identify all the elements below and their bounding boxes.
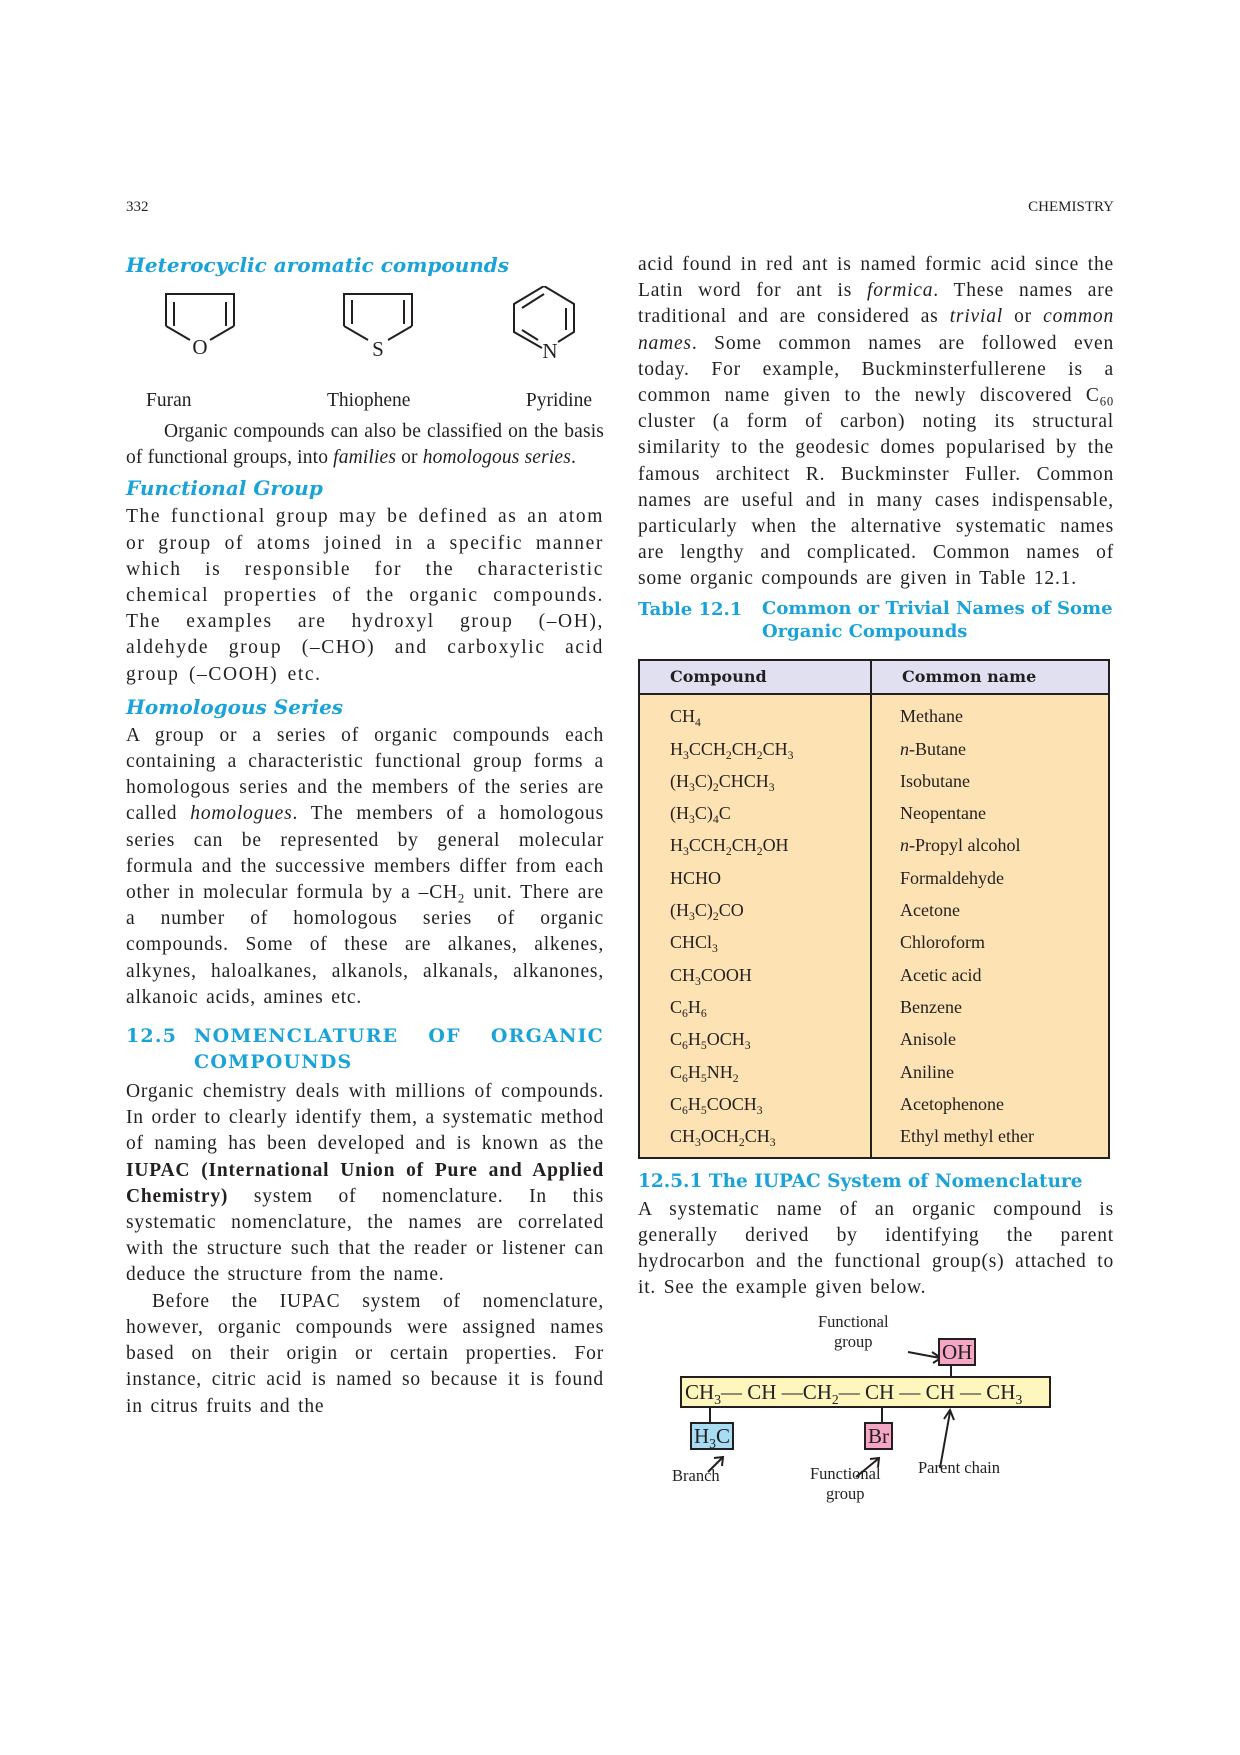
pyridine-heteroatom: N <box>542 339 558 363</box>
furan-heteroatom: O <box>192 335 208 359</box>
cell-compound: $C_6H_6$ <box>639 991 871 1023</box>
section-title-line1: NOMENCLATURE OF ORGANIC <box>194 1025 604 1048</box>
table-row <box>639 765 1109 797</box>
paragraph-classification: Organic compounds can also be classified on the basis of functional groups, into families or homologous series. <box>126 421 604 469</box>
table-row <box>639 1024 1109 1056</box>
table-row <box>639 991 1109 1023</box>
heading-heterocyclic: Heterocyclic aromatic compounds <box>126 253 510 277</box>
cell-compound: $C_6H_5OCH_3$ <box>639 1024 871 1056</box>
cell-common-name: Acetone <box>871 894 1109 926</box>
cell-common-name: Aniline <box>871 1056 1109 1088</box>
ring-structures <box>126 286 604 390</box>
cell-common-name: Acetic acid <box>871 959 1109 991</box>
table-row <box>639 694 1109 733</box>
cell-common-name: Methane <box>871 694 1109 733</box>
ring-name-thiophene: Thiophene <box>327 390 411 411</box>
cell-compound: $H_3CCH_2CH_2CH_3$ <box>639 733 871 765</box>
section-heading-12-5 <box>126 1023 604 1075</box>
functional-group-br: Br <box>864 1422 893 1450</box>
table-row <box>639 1121 1109 1158</box>
left-column <box>126 252 604 1420</box>
branch-h3c: $H_3C$ <box>690 1422 734 1450</box>
table-row <box>639 733 1109 765</box>
paragraph-common-names: acid found in red ant is named formic acid since the Latin word for ant is formica. These names are traditional and are considered as trivial or common names. Some common names are followed even today. For example, Buckminsterfullerene is a common name given to the newly discovered $C_{60}$ cluster (a form of carbon) noting its structural similarity to the geodesic domes popularised by the famous architect R. Buckminster Fuller. Common names are useful and in many cases indispensable, particularly when the alternative systematic names are lengthy and complicated. Common names of some organic compounds are given in Table 12.1. <box>638 254 1114 590</box>
ring-names <box>126 390 604 412</box>
paragraph-nomenclature: Organic chemistry deals with millions of compounds. In order to clearly identify them, a systematic method of naming has been developed and is known as the IUPAC (International Union of Pure and Applied Chemistry) system of nomenclature. In this systematic nomenclature, the names are correlated with the structure such that the reader or listener can deduce the structure from the name. <box>126 1081 604 1286</box>
cell-common-name: Isobutane <box>871 765 1109 797</box>
ring-name-pyridine: Pyridine <box>525 390 592 411</box>
table-header-row <box>639 660 1109 694</box>
cell-compound: $(H_3C)_2CO$ <box>639 894 871 926</box>
label-branch: Branch <box>672 1465 720 1485</box>
table-body <box>639 694 1109 1158</box>
ring-name-furan: Furan <box>146 390 192 411</box>
cell-compound: HCHO <box>639 862 871 894</box>
paragraph-before-iupac: Before the IUPAC system of nomenclature, however, organic compounds were assigned names based on their origin or certain properties. For instance, citric acid is named so because it is found in citrus fruits and the <box>126 1290 604 1417</box>
cell-common-name: Benzene <box>871 991 1109 1023</box>
cell-compound: $CH_3COOH$ <box>639 959 871 991</box>
functional-group-oh: OH <box>938 1338 976 1366</box>
column-header-compound: Compound <box>639 660 871 694</box>
thiophene-structure <box>322 286 442 390</box>
table-caption-line1: Common or Trivial Names of Some <box>762 597 1113 619</box>
furan-structure <box>144 286 264 390</box>
cell-common-name: Anisole <box>871 1024 1109 1056</box>
heading-functional-group: Functional Group <box>126 476 323 501</box>
cell-compound: CHCl$_3$ <box>639 927 871 959</box>
label-functional-group-bottom: Functional group <box>810 1463 881 1503</box>
cell-compound: $CH_3OCH_2CH_3$ <box>639 1121 871 1158</box>
cell-common-name: Neopentane <box>871 798 1109 830</box>
table-caption-label: Table 12.1 <box>638 598 743 620</box>
cell-common-name: Formaldehyde <box>871 862 1109 894</box>
table-row <box>639 798 1109 830</box>
right-column <box>638 252 1114 1522</box>
common-names-table <box>638 659 1110 1159</box>
table-row <box>639 1056 1109 1088</box>
column-header-common-name: Common name <box>871 660 1109 694</box>
table-row <box>639 894 1109 926</box>
cell-common-name: Ethyl methyl ether <box>871 1121 1109 1158</box>
cell-common-name: n-Propyl alcohol <box>871 830 1109 862</box>
cell-common-name: n-Butane <box>871 733 1109 765</box>
cell-compound: $C_6H_5NH_2$ <box>639 1056 871 1088</box>
table-row <box>639 862 1109 894</box>
page-number: 332 <box>126 199 149 215</box>
subsection-heading-12-5-1: 12.5.1 The IUPAC System of Nomenclature <box>638 1170 1083 1192</box>
cell-common-name: Chloroform <box>871 927 1109 959</box>
cell-compound: $C_6H_5COCH_3$ <box>639 1088 871 1120</box>
parent-chain-formula: $CH_3—$ CH $—CH_2—$ CH — CH — $CH_3$ <box>680 1376 1051 1408</box>
table-row <box>639 1088 1109 1120</box>
label-parent-chain: Parent chain <box>918 1457 1001 1477</box>
paragraph-iupac-system: A systematic name of an organic compound is generally derived by identifying the parent hydrocarbon and the functional group(s) attached to it. See the example given below. <box>638 1198 1114 1299</box>
table-caption-line2: Organic Compounds <box>762 620 968 642</box>
paragraph-homologous-series: A group or a series of organic compounds each containing a characteristic functional group forms a homologous series and the members of the series are called homologues. The members of a homologous series can be represented by general molecular formula and the successive members differ from each other in molecular formula by a $-CH_2$ unit. There are a number of homologous series of organic compounds. Some of these are alkanes, alkenes, alkynes, haloalkanes, alkanols, alkanals, alkanones, alkanoic acids, amines etc. <box>126 724 604 1008</box>
table-row <box>639 830 1109 862</box>
heading-homologous-series: Homologous Series <box>126 694 344 719</box>
pyridine-structure <box>500 286 600 390</box>
cell-compound: $(H_3C)_2CHCH_3$ <box>639 765 871 797</box>
table-row <box>639 927 1109 959</box>
iupac-example-diagram <box>638 1312 1114 1522</box>
cell-compound: $CH_4$ <box>639 694 871 733</box>
paragraph-functional-group: The functional group may be defined as an atom or group of atoms joined in a specific manner which is responsible for the characteristic chemical properties of the organic compounds. The examples are hydroxyl group (–OH), aldehyde group (–CHO) and carboxylic acid group (–COOH) etc. <box>126 506 604 685</box>
section-title-line2: COMPOUNDS <box>194 1051 353 1074</box>
cell-compound: $(H_3C)_4C$ <box>639 798 871 830</box>
table-caption <box>638 597 1114 643</box>
running-title: CHEMISTRY <box>1028 199 1114 215</box>
cell-common-name: Acetophenone <box>871 1088 1109 1120</box>
cell-compound: $H_3CCH_2CH_2OH$ <box>639 830 871 862</box>
section-number: 12.5 <box>126 1025 178 1048</box>
thiophene-heteroatom: S <box>372 337 384 361</box>
label-functional-group-top: Functional group <box>818 1311 889 1351</box>
table-row <box>639 959 1109 991</box>
